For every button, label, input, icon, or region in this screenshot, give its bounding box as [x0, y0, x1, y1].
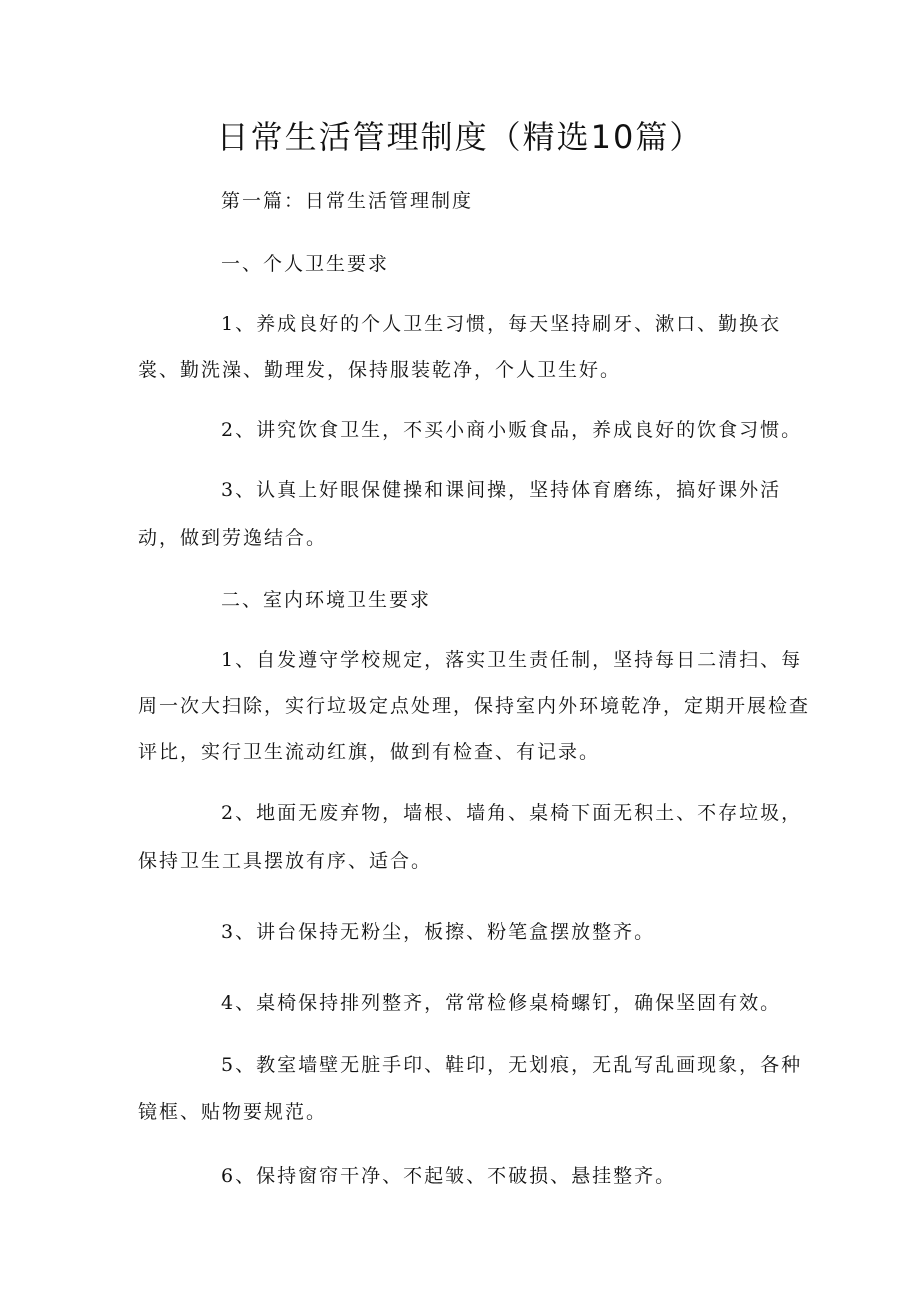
- paragraph-line: 评比，实行卫生流动红旗，做到有检查、有记录。: [138, 741, 601, 763]
- paragraph-line: 周一次大扫除，实行垃圾定点处理，保持室内外环境乾净，定期开展检查: [138, 695, 811, 717]
- paragraph-line: 裳、勤洗澡、勤理发，保持服装乾净，个人卫生好。: [138, 359, 622, 381]
- paragraph-line: 动，做到劳逸结合。: [138, 527, 328, 549]
- chapter-heading: 第一篇：日常生活管理制度: [221, 190, 474, 212]
- document-title: 日常生活管理制度（精选10篇）: [216, 118, 704, 156]
- paragraph-line: 1、自发遵守学校规定，落实卫生责任制，坚持每日二清扫、每: [221, 649, 803, 671]
- section-heading-indoor-environment: 二、室内环境卫生要求: [221, 589, 432, 611]
- paragraph-line: 3、讲台保持无粉尘，板擦、粉笔盒摆放整齐。: [221, 921, 656, 943]
- paragraph-line: 保持卫生工具摆放有序、适合。: [138, 850, 433, 872]
- paragraph-line: 2、讲究饮食卫生，不买小商小贩食品，养成良好的饮食习惯。: [221, 419, 803, 441]
- section-heading-personal-hygiene: 一、个人卫生要求: [221, 253, 390, 275]
- paragraph-line: 镜框、贴物要规范。: [138, 1101, 328, 1123]
- paragraph-line: 2、地面无废弃物，墙根、墙角、桌椅下面无积土、不存垃圾，: [221, 802, 803, 824]
- paragraph-line: 6、保持窗帘干净、不起皱、不破损、悬挂整齐。: [221, 1165, 677, 1187]
- paragraph-line: 5、教室墙壁无脏手印、鞋印，无划痕，无乱写乱画现象，各种: [221, 1054, 803, 1076]
- paragraph-line: 1、养成良好的个人卫生习惯，每天坚持刷牙、漱口、勤换衣: [221, 313, 782, 335]
- paragraph-line: 4、桌椅保持排列整齐，常常检修桌椅螺钉，确保坚固有效。: [221, 992, 782, 1014]
- paragraph-line: 3、认真上好眼保健操和课间操，坚持体育磨练，搞好课外活: [221, 479, 782, 501]
